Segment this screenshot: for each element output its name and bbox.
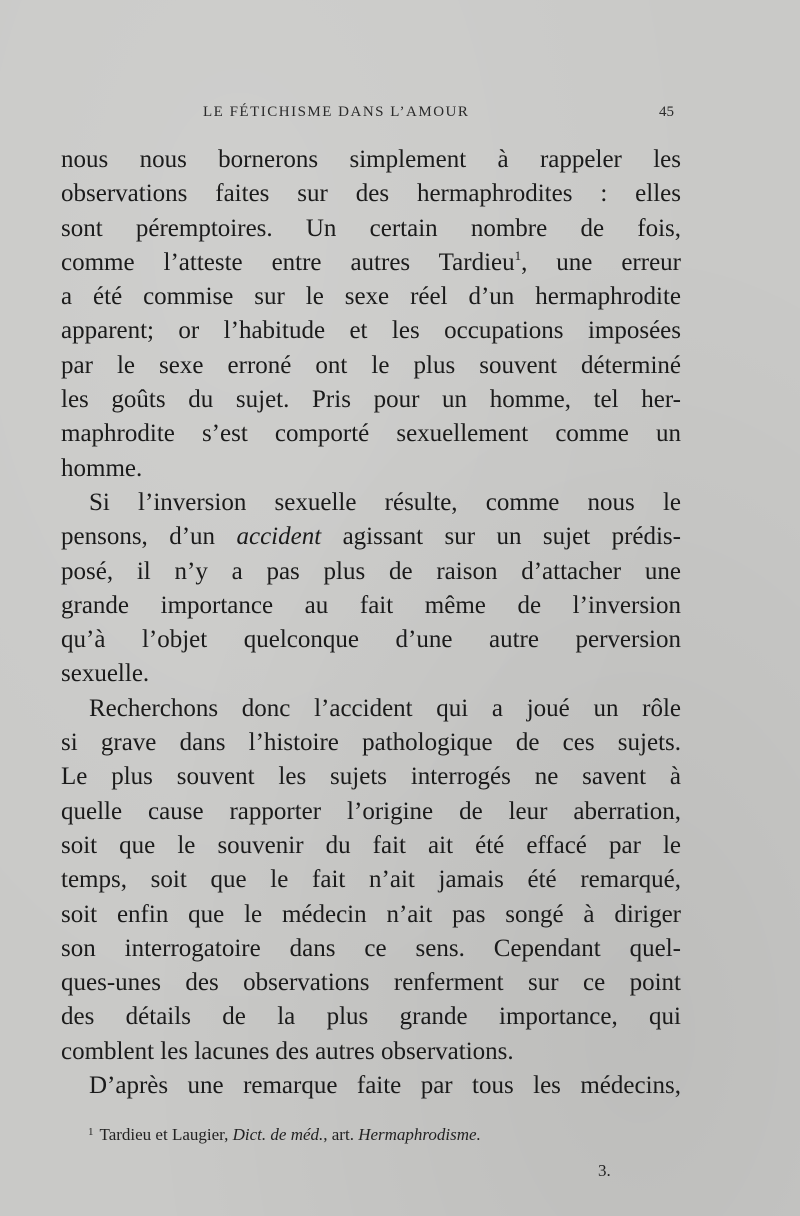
running-title: LE FÉTICHISME DANS L’AMOUR — [203, 104, 470, 120]
text-line: sexuelle. — [61, 660, 150, 688]
italic-word: accident — [236, 523, 322, 551]
text-line: si grave dans l’histoire pathologique de ces sujets. — [61, 729, 681, 757]
text-line — [61, 246, 681, 280]
page-number: 45 — [659, 104, 674, 120]
text-fragment: pensons, d’un — [61, 523, 237, 551]
text-line: homme. — [61, 454, 143, 482]
text-line: Si l’inversion sexuelle résulte, comme nous le — [89, 488, 681, 516]
footnote-marker: 1 — [88, 1126, 94, 1138]
text-line: soit enfin que le médecin n’ait pas songé à diriger — [61, 900, 681, 928]
text-line: quelle cause rapporter l’origine de leur aberration, — [61, 797, 681, 825]
footnote-italic: Hermaphrodisme. — [358, 1125, 481, 1144]
footnote-text: Tardieu et Laugier, — [99, 1125, 233, 1144]
body-text — [61, 143, 681, 1103]
footnote-reference: 1 — [514, 247, 522, 263]
footnote-italic: Dict. de méd. — [232, 1125, 324, 1144]
text-line: grande importance au fait même de l’inversion — [61, 591, 681, 619]
text-line: observations faites sur des hermaphrodites : elles — [61, 180, 681, 208]
text-fragment: agissant sur un sujet prédis- — [321, 523, 681, 551]
signature-mark: 3. — [598, 1161, 611, 1180]
text-line: Recherchons donc l’accident qui a joué un rôle — [89, 694, 681, 722]
text-line: son interrogatoire dans ce sens. Cependant quel- — [61, 934, 681, 962]
text-line: maphrodite s’est comporté sexuellement comme un — [61, 420, 681, 448]
text-line: a été commise sur le sexe réel d’un hermaphrodite — [61, 283, 681, 311]
text-line — [61, 520, 681, 554]
running-head — [0, 104, 800, 128]
text-line: des détails de la plus grande importance, qui — [61, 1003, 681, 1031]
text-line: les goûts du sujet. Pris pour un homme, tel her- — [61, 386, 681, 414]
text-line: comblent les lacunes des autres observations. — [61, 1037, 514, 1065]
text-line: D’après une remarque faite par tous les médecins, — [89, 1072, 681, 1100]
text-line: sont péremptoires. Un certain nombre de fois, — [61, 214, 681, 242]
footnote — [88, 1125, 688, 1145]
text-fragment: , une erreur — [521, 248, 681, 276]
text-line: nous nous bornerons simplement à rappeler les — [61, 146, 681, 173]
text-line: soit que le souvenir du fait ait été effacé par le — [61, 831, 681, 859]
text-line: ques-unes des observations renferment sur ce point — [61, 969, 681, 997]
text-line: temps, soit que le fait n’ait jamais été remarqué, — [61, 866, 681, 894]
text-line: posé, il n’y a pas plus de raison d’attacher une — [61, 557, 681, 585]
text-line: par le sexe erroné ont le plus souvent déterminé — [61, 351, 681, 379]
text-line: Le plus souvent les sujets interrogés ne savent à — [61, 763, 681, 791]
footnote-text: , art. — [323, 1125, 359, 1144]
text-line: qu’à l’objet quelconque d’une autre perversion — [61, 626, 681, 654]
text-line: apparent; or l’habitude et les occupations imposées — [61, 317, 681, 345]
text-fragment: comme l’atteste entre autres Tardieu — [61, 248, 515, 276]
